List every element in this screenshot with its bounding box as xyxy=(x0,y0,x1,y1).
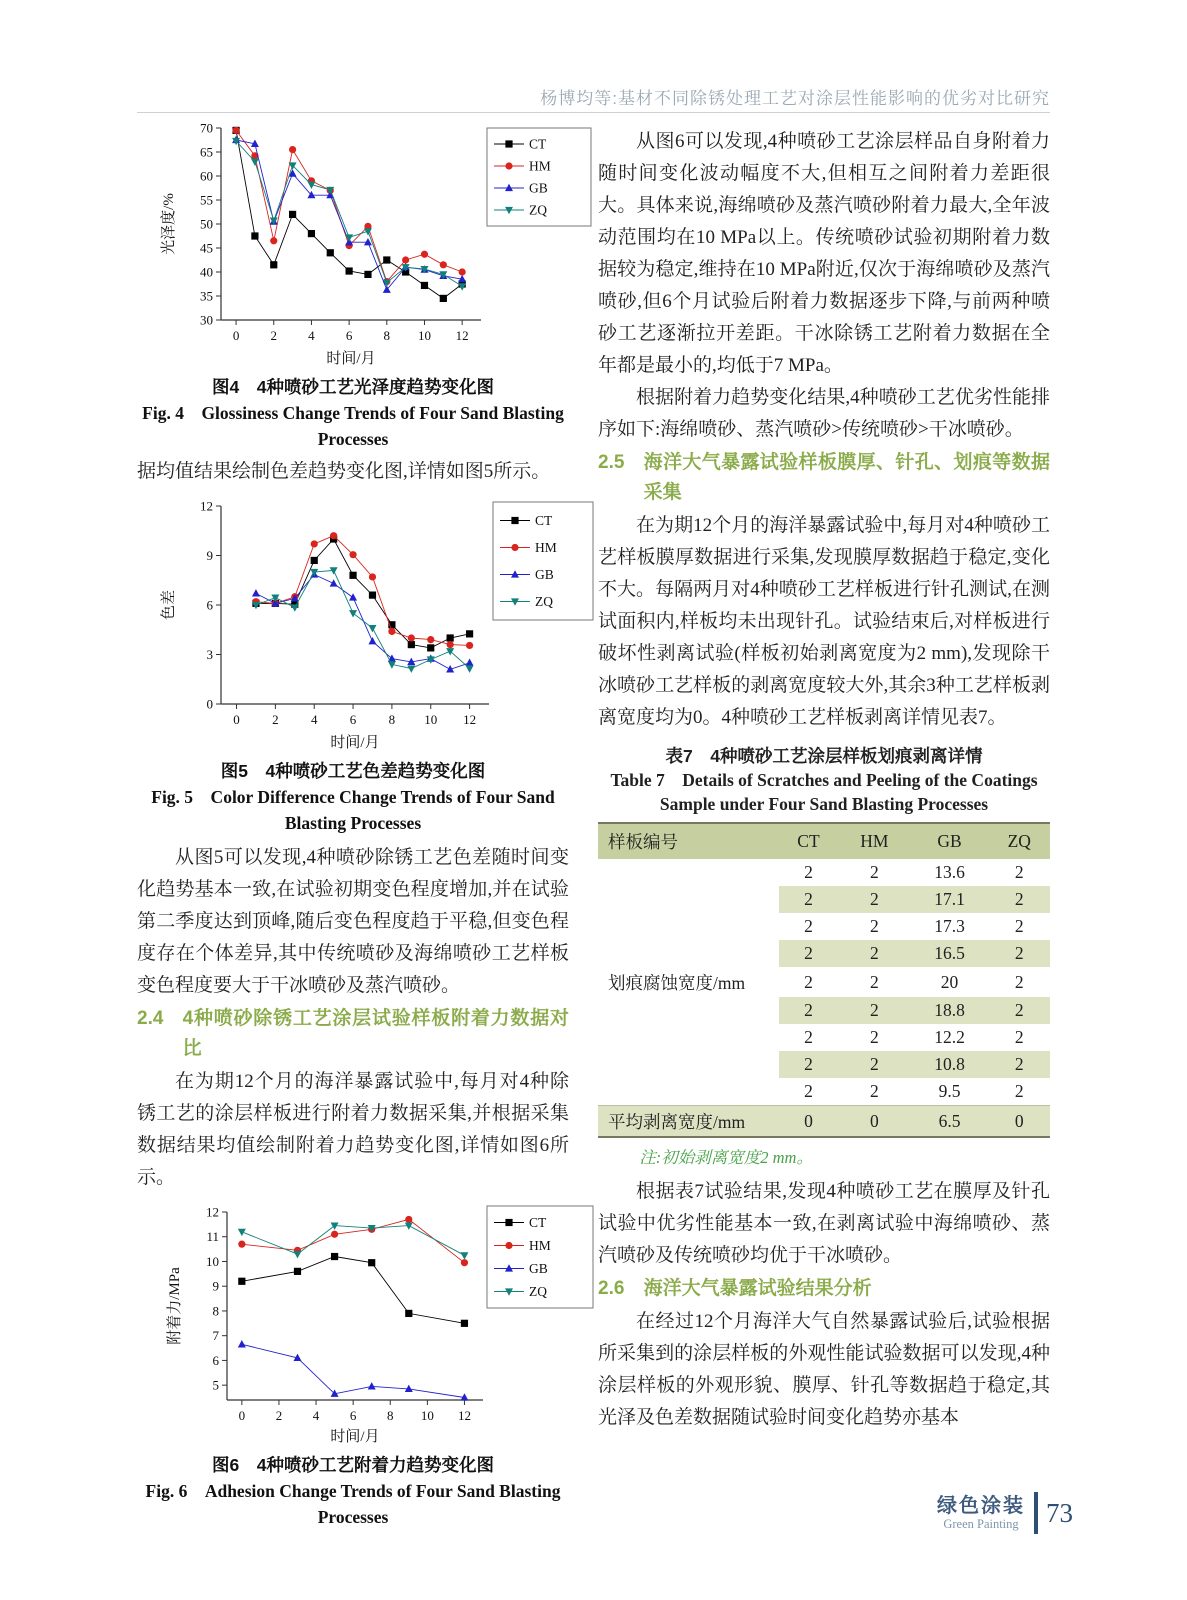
svg-text:ZQ: ZQ xyxy=(529,202,547,218)
svg-text:6: 6 xyxy=(206,597,213,613)
svg-text:CT: CT xyxy=(535,513,553,528)
table-cell: 2 xyxy=(804,1081,813,1101)
table7-title-cn: 表7 4种喷砂工艺涂层样板划痕剥离详情 xyxy=(665,746,983,766)
section-number: 2.5 xyxy=(598,452,625,473)
svg-text:CT: CT xyxy=(529,1215,547,1230)
table-cell: 18.8 xyxy=(911,997,989,1024)
table-header-row xyxy=(598,823,1050,859)
paragraph-intro-fig5: 据均值结果绘制色差趋势变化图,详情如图5所示。 xyxy=(137,461,551,482)
section-heading-2-5 xyxy=(598,448,1050,508)
table-row xyxy=(598,940,1050,967)
right-column xyxy=(598,126,1050,1434)
table-cell: 2 xyxy=(779,997,838,1024)
svg-text:40: 40 xyxy=(200,264,213,280)
table-cell: 0 xyxy=(838,1106,910,1138)
fig4-caption-en: Fig. 4 Glossiness Change Trends of Four Sand Blasting Processes xyxy=(142,403,564,449)
svg-text:6: 6 xyxy=(212,1352,219,1368)
table-cell: 2 xyxy=(989,1051,1051,1078)
svg-text:9: 9 xyxy=(212,1278,219,1294)
svg-text:6: 6 xyxy=(345,328,353,343)
svg-text:12: 12 xyxy=(206,1204,219,1220)
svg-text:0: 0 xyxy=(233,712,240,727)
table-cell: 2 xyxy=(1014,862,1024,882)
svg-text:9: 9 xyxy=(206,548,213,563)
svg-text:8: 8 xyxy=(388,712,396,727)
table-header-cell: CT xyxy=(779,823,838,859)
table-cell: 13.6 xyxy=(934,862,965,882)
svg-text:ZQ: ZQ xyxy=(529,1284,547,1299)
table-cell: 2 xyxy=(1014,1081,1024,1101)
table-cell: 2 xyxy=(838,1051,910,1078)
table7-head xyxy=(598,823,1050,859)
table-cell: 2 xyxy=(989,886,1051,913)
fig5-caption-en: Fig. 5 Color Difference Change Trends of Four Sand Blasting Processes xyxy=(151,787,555,833)
table-cell: 2 xyxy=(989,940,1051,967)
svg-text:GB: GB xyxy=(529,1261,548,1276)
svg-text:3: 3 xyxy=(206,647,213,662)
svg-text:0: 0 xyxy=(232,328,240,343)
table-average-row xyxy=(598,1106,1050,1138)
svg-text:HM: HM xyxy=(529,158,551,174)
row-label-cell xyxy=(598,940,779,967)
paragraph-ranking: 根据附着力趋势变化结果,4种喷砂工艺优劣性能排序如下:海绵喷砂、蒸汽喷砂>传统喷砂>干冰喷砂。 xyxy=(598,387,1050,440)
fig4-caption-cn: 图4 4种喷砂工艺光泽度趋势变化图 xyxy=(212,377,494,397)
table-header-cell: HM xyxy=(838,823,910,859)
svg-text:色差: 色差 xyxy=(161,589,177,621)
svg-text:12: 12 xyxy=(457,1408,471,1423)
table7-title-en: Table 7 Details of Scratches and Peeling of the Coatings Sample under Four Sand Blasting Processes xyxy=(610,770,1038,814)
svg-text:时间/月: 时间/月 xyxy=(326,351,376,367)
svg-text:6: 6 xyxy=(349,1408,357,1423)
section-number: 2.4 xyxy=(137,1008,164,1029)
section-title: 海洋大气暴露试验结果分析 xyxy=(643,1278,872,1299)
row-label-cell: 平均剥离宽度/mm xyxy=(598,1106,779,1138)
svg-text:CT: CT xyxy=(529,136,547,152)
section-heading-2-4 xyxy=(137,1004,569,1064)
svg-text:30: 30 xyxy=(200,312,213,328)
svg-text:2: 2 xyxy=(272,712,279,727)
table-cell: 2 xyxy=(804,916,813,936)
svg-text:8: 8 xyxy=(386,1408,394,1423)
row-label-cell xyxy=(598,859,779,886)
left-column xyxy=(137,116,569,1530)
table7-note: 注:初始剥离宽度2 mm。 xyxy=(639,1148,813,1167)
svg-text:GB: GB xyxy=(535,567,554,582)
svg-text:12: 12 xyxy=(463,712,477,727)
table-cell: 2 xyxy=(869,1027,879,1047)
page-number: 73 xyxy=(1046,1497,1073,1528)
table-cell: 2 xyxy=(838,940,910,967)
section-heading-2-6 xyxy=(598,1274,1050,1304)
table-header-cell: GB xyxy=(911,823,989,859)
svg-text:10: 10 xyxy=(420,1408,434,1423)
table-cell: 2 xyxy=(838,886,910,913)
section-number: 2.6 xyxy=(598,1278,625,1299)
svg-text:5: 5 xyxy=(212,1377,219,1393)
table-cell: 2 xyxy=(989,997,1051,1024)
journal-name-en: Green Painting xyxy=(943,1516,1019,1531)
svg-text:2: 2 xyxy=(270,328,278,343)
paragraph-fig6-analysis: 从图6可以发现,4种喷砂工艺涂层样品自身附着力随时间变化波动幅度不大,但相互之间附着力差距很大。具体来说,海绵喷砂及蒸汽喷砂附着力最大,全年波动范围均在10 MPa以上。传统喷砂试验初期附着力数据较为稳定,维持在10 MPa附近,仅次于海绵喷砂及蒸汽喷砂,但6个月试验后附着力数据逐步下降,与前两种喷砂工艺逐渐拉开差距。干冰除锈工艺附着力数据在全年都是最小的,均低于7 MPa。 xyxy=(598,131,1050,376)
svg-text:ZQ: ZQ xyxy=(535,594,553,609)
table-cell: 16.5 xyxy=(911,940,989,967)
svg-text:11: 11 xyxy=(206,1229,219,1245)
svg-text:50: 50 xyxy=(200,216,213,232)
section-title: 海洋大气暴露试验样板膜厚、针孔、划痕等数据采集 xyxy=(643,452,1050,503)
journal-brand xyxy=(937,1495,1025,1532)
table-cell: 2 xyxy=(869,971,879,992)
svg-text:70: 70 xyxy=(200,120,213,136)
svg-text:时间/月: 时间/月 xyxy=(330,735,380,751)
svg-text:45: 45 xyxy=(200,240,213,256)
table-cell: 0 xyxy=(989,1106,1051,1138)
table-cell: 2 xyxy=(804,862,813,882)
table-cell: 17.1 xyxy=(911,886,989,913)
table-cell: 20 xyxy=(940,971,959,992)
table-cell: 2 xyxy=(804,971,813,992)
svg-text:6: 6 xyxy=(349,712,357,727)
table-row xyxy=(598,1024,1050,1051)
row-label-cell xyxy=(598,886,779,913)
running-header: 杨博均等:基材不同除锈处理工艺对涂层性能影响的优劣对比研究 xyxy=(540,89,1050,108)
table-cell: 2 xyxy=(804,1027,813,1047)
table-header-cell: ZQ xyxy=(989,823,1051,859)
svg-text:10: 10 xyxy=(417,328,431,343)
table-row xyxy=(598,967,1050,997)
svg-text:35: 35 xyxy=(200,288,213,304)
svg-text:GB: GB xyxy=(529,180,548,196)
svg-text:HM: HM xyxy=(535,540,557,555)
svg-text:附着力/MPa: 附着力/MPa xyxy=(167,1267,183,1345)
svg-text:4: 4 xyxy=(308,328,315,343)
svg-text:65: 65 xyxy=(200,144,213,160)
svg-text:10: 10 xyxy=(424,712,438,727)
table7 xyxy=(598,822,1050,1138)
table-row xyxy=(598,913,1050,940)
svg-text:12: 12 xyxy=(455,328,469,343)
fig5-caption-cn: 图5 4种喷砂工艺色差趋势变化图 xyxy=(220,761,486,781)
paragraph-exposure-data: 在为期12个月的海洋暴露试验中,每月对4种喷砂工艺样板膜厚数据进行采集,发现膜厚数据趋于稳定,变化不大。每隔两月对4种喷砂工艺样板进行针孔测试,在测试面积内,样板均未出现针孔。试验结束后,对样板进行破坏性剥离试验(样板初始剥离宽度为2 mm),发现除干冰喷砂工艺样板的剥离宽度较大外,其余3种工艺样板剥离宽度均为0。4种喷砂工艺样板剥离详情见表7。 xyxy=(598,515,1050,728)
row-label-cell xyxy=(598,1078,779,1106)
svg-text:8: 8 xyxy=(383,328,391,343)
svg-text:10: 10 xyxy=(206,1253,219,1269)
glossiness-chart xyxy=(143,116,601,368)
color-difference-chart xyxy=(143,492,601,752)
row-label-cell xyxy=(598,913,779,940)
table-cell: 2 xyxy=(779,1051,838,1078)
table-row xyxy=(598,886,1050,913)
table-cell: 9.5 xyxy=(938,1081,961,1101)
fig6-caption-en: Fig. 6 Adhesion Change Trends of Four Sand Blasting Processes xyxy=(145,1481,561,1527)
row-label-cell: 划痕腐蚀宽度/mm xyxy=(608,972,746,993)
table-cell: 2 xyxy=(838,997,910,1024)
table-cell: 2 xyxy=(1014,1027,1024,1047)
svg-text:时间/月: 时间/月 xyxy=(330,1429,380,1445)
journal-name-cn: 绿色涂装 xyxy=(937,1494,1025,1517)
table-cell: 2 xyxy=(779,940,838,967)
svg-text:2: 2 xyxy=(275,1408,283,1423)
page-footer xyxy=(937,1492,1073,1534)
table7-body xyxy=(598,859,1050,1137)
table-header-cell: 样板编号 xyxy=(598,823,779,859)
table-cell: 2 xyxy=(1014,971,1024,992)
paragraph-result-analysis: 在经过12个月海洋大气自然暴露试验后,试验根据所采集到的涂层样板的外观性能试验数据可以发现,4种涂层样板的外观形貌、膜厚、针孔等数据趋于稳定,其光泽及色差数据随试验时间变化趋势亦基本 xyxy=(598,1311,1050,1428)
table-cell: 2 xyxy=(869,862,879,882)
section-title: 4种喷砂除锈工艺涂层试验样板附着力数据对比 xyxy=(182,1008,569,1059)
table-cell: 6.5 xyxy=(911,1106,989,1138)
svg-text:55: 55 xyxy=(200,192,213,208)
row-label-cell xyxy=(598,1051,779,1078)
svg-text:7: 7 xyxy=(212,1328,219,1344)
table-row xyxy=(598,1078,1050,1106)
svg-text:4: 4 xyxy=(312,1408,320,1423)
table-cell: 17.3 xyxy=(934,916,965,936)
footer-divider xyxy=(1034,1492,1038,1534)
table-cell: 0 xyxy=(779,1106,838,1138)
header-rule xyxy=(137,112,1050,113)
svg-text:光泽度/%: 光泽度/% xyxy=(161,193,177,255)
row-label-cell xyxy=(598,997,779,1024)
table-row xyxy=(598,997,1050,1024)
paragraph-table7-analysis: 根据表7试验结果,发现4种喷砂工艺在膜厚及针孔试验中优劣性能基本一致,在剥离试验中海绵喷砂、蒸汽喷砂及传统喷砂均优于干冰喷砂。 xyxy=(598,1181,1050,1266)
table-cell: 2 xyxy=(1014,916,1024,936)
svg-text:0: 0 xyxy=(238,1408,246,1423)
svg-text:4: 4 xyxy=(310,712,318,727)
svg-text:8: 8 xyxy=(212,1303,219,1319)
table-cell: 2 xyxy=(779,886,838,913)
paragraph-fig5-analysis: 从图5可以发现,4种喷砂除锈工艺色差随时间变化趋势基本一致,在试验初期变色程度增加,并在试验第二季度达到顶峰,随后变色程度趋于平稳,但变色程度存在个体差异,其中传统喷砂及海绵喷砂工艺样板变色程度要大于干冰喷砂及蒸汽喷砂。 xyxy=(137,847,569,996)
svg-text:HM: HM xyxy=(529,1238,551,1253)
table-cell: 10.8 xyxy=(911,1051,989,1078)
table-row xyxy=(598,1051,1050,1078)
adhesion-chart xyxy=(143,1198,601,1446)
svg-text:12: 12 xyxy=(200,498,213,514)
svg-text:0: 0 xyxy=(206,696,213,712)
fig6-caption-cn: 图6 4种喷砂工艺附着力趋势变化图 xyxy=(212,1455,494,1475)
table-cell: 2 xyxy=(869,1081,879,1101)
table-cell: 2 xyxy=(869,916,879,936)
row-label-cell xyxy=(598,1024,779,1051)
svg-text:60: 60 xyxy=(200,168,213,184)
paragraph-adhesion-intro: 在为期12个月的海洋暴露试验中,每月对4种除锈工艺的涂层样板进行附着力数据采集,并根据采集数据结果均值绘制附着力趋势变化图,详情如图6所示。 xyxy=(137,1071,569,1188)
table-cell: 12.2 xyxy=(934,1027,965,1047)
table-row xyxy=(598,859,1050,886)
